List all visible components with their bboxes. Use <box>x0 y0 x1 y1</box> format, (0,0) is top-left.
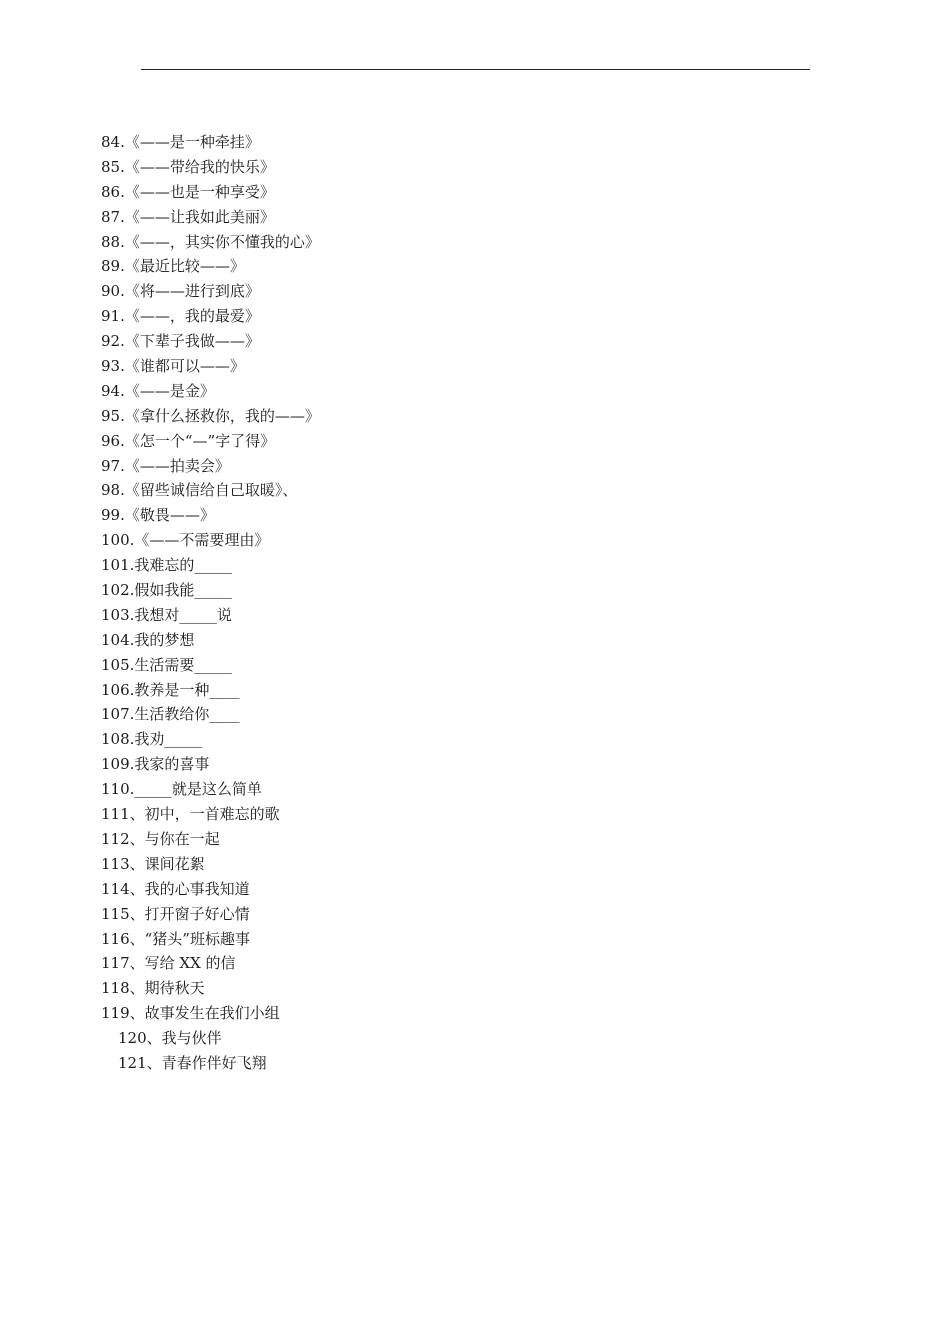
topic-item: 101.我难忘的_____ <box>101 556 232 575</box>
topic-item: 114、我的心事我知道 <box>101 879 250 898</box>
topic-item: 121、青春作伴好飞翔 <box>118 1053 267 1072</box>
topic-item: 99.《敬畏——》 <box>101 506 215 525</box>
topic-item: 97.《——拍卖会》 <box>101 456 230 475</box>
topic-item: 104.我的梦想 <box>101 630 195 649</box>
topic-item: 112、与你在一起 <box>101 829 220 848</box>
topic-item: 91.《——，我的最爱》 <box>101 307 260 326</box>
topic-item: 94.《——是金》 <box>101 381 215 400</box>
topic-item: 89.《最近比较——》 <box>101 257 245 276</box>
topic-item: 88.《——，其实你不懂我的心》 <box>101 232 320 251</box>
topic-item: 98.《留些诚信给自己取暖》、 <box>101 481 298 500</box>
topic-item: 111、初中，一首难忘的歌 <box>101 805 280 824</box>
topic-item: 95.《拿什么拯救你，我的——》 <box>101 406 320 425</box>
topic-item: 102.假如我能_____ <box>101 581 232 600</box>
topic-item: 103.我想对_____说 <box>101 605 232 624</box>
topic-item: 110._____就是这么简单 <box>101 780 262 799</box>
topic-item: 108.我劝_____ <box>101 730 202 749</box>
topic-item: 120、我与伙伴 <box>118 1029 222 1048</box>
topic-item: 90.《将——进行到底》 <box>101 282 260 301</box>
topic-item: 85.《——带给我的快乐》 <box>101 157 275 176</box>
topic-item: 86.《——也是一种享受》 <box>101 182 275 201</box>
topic-item: 117、写给 XX 的信 <box>101 954 236 973</box>
topic-item: 113、课间花絮 <box>101 854 205 873</box>
topic-item: 118、期待秋天 <box>101 979 205 998</box>
topic-item: 109.我家的喜事 <box>101 755 210 774</box>
topic-item: 87.《——让我如此美丽》 <box>101 207 275 226</box>
topic-item: 100.《——不需要理由》 <box>101 531 270 550</box>
header-rule <box>141 69 810 70</box>
topic-item: 93.《谁都可以——》 <box>101 357 245 376</box>
topic-item: 84.《——是一种牵挂》 <box>101 133 260 151</box>
topic-item: 116、“猪头”班标趣事 <box>101 929 250 948</box>
topic-item: 119、故事发生在我们小组 <box>101 1004 280 1023</box>
topic-item: 106.教养是一种____ <box>101 680 240 699</box>
topic-item: 107.生活教给你____ <box>101 705 240 724</box>
topic-item: 96.《怎一个“—”字了得》 <box>101 431 276 450</box>
topic-item: 115、打开窗子好心情 <box>101 904 250 923</box>
topic-item: 92.《下辈子我做——》 <box>101 332 260 351</box>
topic-item: 105.生活需要_____ <box>101 655 232 674</box>
topic-list <box>101 130 821 1076</box>
